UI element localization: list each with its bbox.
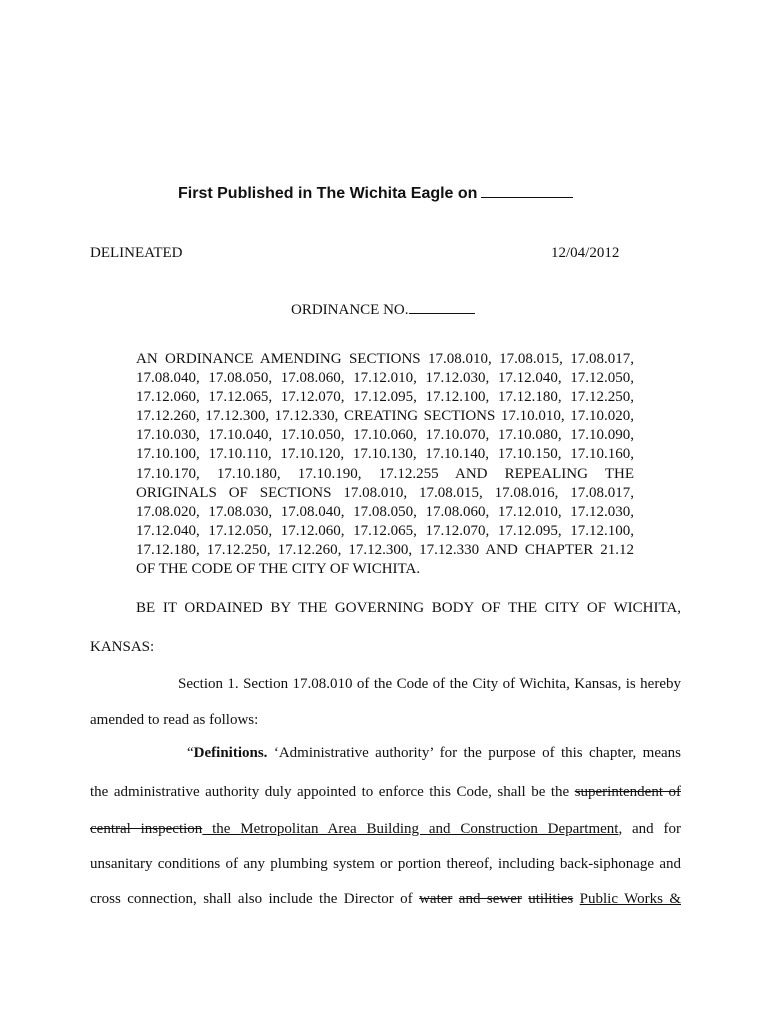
inserted-text: Public Works & [579, 891, 681, 907]
inserted-text: the Metropolitan Area Building and Construction Department [202, 821, 619, 837]
status-label: DELINEATED [90, 245, 183, 261]
title-line: AN ORDINANCE AMENDING SECTIONS 17.08.010, 17.08.015, 17.08.017, [136, 351, 634, 367]
deleted-text: and sewer [458, 891, 522, 907]
body-line [90, 891, 681, 908]
body-text: the administrative authority duly appointed to enforce this Code, shall be the [90, 784, 575, 800]
body-line [90, 784, 681, 801]
enacting-clause: BE IT ORDAINED BY THE GOVERNING BODY OF THE CITY OF WICHITA, [136, 600, 681, 616]
section-heading: Section 1. Section 17.08.010 of the Code of the City of Wichita, Kansas, is hereby [178, 676, 681, 692]
document-date: 12/04/2012 [551, 245, 620, 261]
body-line: unsanitary conditions of any plumbing system or portion thereof, including back-siphonage and [90, 856, 681, 872]
publication-text: First Published in The Wichita Eagle on [178, 185, 478, 202]
title-line: 17.12.260, 17.12.300, 17.12.330, CREATING SECTIONS 17.10.010, 17.10.020, [136, 408, 634, 425]
ordinance-number [291, 300, 475, 319]
definitions-term: Definitions. [193, 745, 268, 761]
title-line: 17.08.040, 17.08.050, 17.08.060, 17.12.010, 17.12.030, 17.12.040, 17.12.050, [136, 370, 634, 387]
publication-date-blank [481, 183, 573, 198]
body-text: cross connection, shall also include the Director of [90, 891, 420, 907]
title-line: 17.10.170, 17.10.180, 17.10.190, 17.12.255 AND REPEALING THE [136, 465, 634, 482]
enacting-clause-end: KANSAS: [90, 639, 155, 655]
title-line: 17.08.020, 17.08.030, 17.08.040, 17.08.050, 17.08.060, 17.12.010, 17.12.030, [136, 503, 634, 520]
definitions-text: ‘Administrative authority’ for the purpose of this chapter, means [267, 745, 681, 761]
title-line: 17.12.060, 17.12.065, 17.12.070, 17.12.095, 17.12.100, 17.12.180, 17.12.250, [136, 389, 634, 406]
title-line: OF THE CODE OF THE CITY OF WICHITA. [136, 561, 421, 578]
ordinance-title [136, 350, 634, 579]
definitions-line [187, 745, 681, 762]
deleted-text: superintendent of [574, 784, 681, 800]
title-line: 17.10.030, 17.10.040, 17.10.050, 17.10.060, 17.10.070, 17.10.080, 17.10.090, [136, 427, 634, 444]
title-line: 17.12.040, 17.12.050, 17.12.060, 17.12.065, 17.12.070, 17.12.095, 17.12.100, [136, 522, 634, 539]
title-line: ORIGINALS OF SECTIONS 17.08.010, 17.08.015, 17.08.016, 17.08.017, [136, 484, 634, 501]
body-text: , and for [618, 821, 681, 837]
ordinance-number-blank [409, 300, 475, 314]
body-line [90, 821, 681, 838]
deleted-text: utilities [528, 891, 574, 907]
deleted-text: central inspection [90, 821, 203, 837]
deleted-text: water [419, 891, 453, 907]
title-line: 17.12.180, 17.12.250, 17.12.260, 17.12.300, 17.12.330 AND CHAPTER 21.12 [136, 541, 634, 558]
open-quote: “ [187, 745, 194, 761]
ordinance-label: ORDINANCE NO. [291, 302, 409, 318]
title-line: 17.10.100, 17.10.110, 17.10.120, 17.10.130, 17.10.140, 17.10.150, 17.10.160, [136, 446, 634, 463]
publication-line [178, 183, 573, 203]
section-heading-end: amended to read as follows: [90, 712, 259, 728]
